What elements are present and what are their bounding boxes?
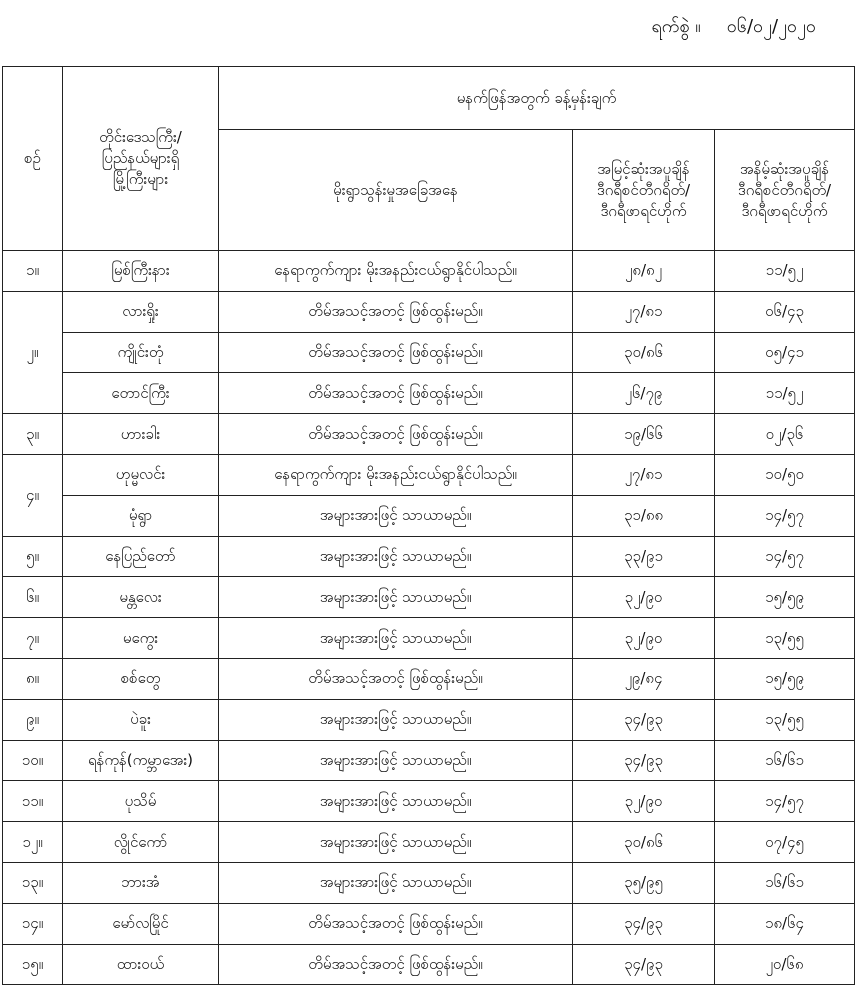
header-max-line: ဒီဂရီစင်တီဂရိတ်/ xyxy=(596,180,691,199)
min-temp: ၁၅/၅၉ xyxy=(715,658,855,699)
header-min-line: အနိမ့်ဆုံးအပူချိန် xyxy=(739,159,830,178)
city-name: မုံရွာ xyxy=(63,495,219,536)
table-row xyxy=(3,658,855,699)
header-max-line: ဒီဂရီဖာရင်ဟိုက် xyxy=(600,201,687,220)
header-condition: မိုးရွာသွန်းမှုအခြေအနေ xyxy=(219,130,573,251)
max-temp: ၃၂/၉၀ xyxy=(573,781,715,822)
min-temp: ၁၃/၅၅ xyxy=(715,618,855,659)
row-number: ၁။ xyxy=(3,251,63,292)
rain-condition: တိမ်အသင့်အတင့် ဖြစ်ထွန်းမည်။ xyxy=(219,658,573,699)
rain-condition: အများအားဖြင့် သာယာမည်။ xyxy=(219,536,573,577)
rain-condition: နေရာကွက်ကျား မိုးအနည်းငယ်ရွာနိုင်ပါသည်။ xyxy=(219,251,573,292)
rain-condition: အများအားဖြင့် သာယာမည်။ xyxy=(219,862,573,903)
max-temp: ၂၇/၈၁ xyxy=(573,454,715,495)
table-row xyxy=(3,862,855,903)
row-number: ၇။ xyxy=(3,618,63,659)
row-number: ၃။ xyxy=(3,414,63,455)
table-row xyxy=(3,618,855,659)
min-temp: ၀၅/၄၁ xyxy=(715,332,855,373)
date-label: ရက်စွဲ ။ xyxy=(651,16,701,37)
report-date xyxy=(651,14,816,41)
rain-condition: အများအားဖြင့် သာယာမည်။ xyxy=(219,577,573,618)
header-no: စဉ် xyxy=(3,67,63,251)
header-region-line: မြို့ကြီးများ xyxy=(112,170,169,188)
city-name: မြစ်ကြီးနား xyxy=(63,251,219,292)
max-temp: ၂၆/၇၉ xyxy=(573,373,715,414)
row-number: ၁၅။ xyxy=(3,944,63,985)
table-row xyxy=(3,291,855,332)
city-name: ပုသိမ် xyxy=(63,781,219,822)
max-temp: ၃၁/၈၈ xyxy=(573,495,715,536)
min-temp: ၂၀/၆၈ xyxy=(715,944,855,985)
city-name: ပဲခူး xyxy=(63,699,219,740)
row-number: ၈။ xyxy=(3,658,63,699)
header-min-line: ဒီဂရီစင်တီဂရိတ်/ xyxy=(737,180,832,199)
min-temp: ၁၆/၆၁ xyxy=(715,740,855,781)
header-min-line: ဒီဂရီဖာရင်ဟိုက် xyxy=(741,201,828,220)
min-temp: ၀၇/၄၅ xyxy=(715,822,855,863)
city-name: နေပြည်တော် xyxy=(63,536,219,577)
city-name: တောင်ကြီး xyxy=(63,373,219,414)
min-temp: ၁၀/၅၀ xyxy=(715,454,855,495)
rain-condition: နေရာကွက်ကျား မိုးအနည်းငယ်ရွာနိုင်ပါသည်။ xyxy=(219,454,573,495)
row-number: ၄။ xyxy=(3,454,63,536)
table-row xyxy=(3,822,855,863)
rain-condition: တိမ်အသင့်အတင့် ဖြစ်ထွန်းမည်။ xyxy=(219,944,573,985)
max-temp: ၃၃/၉၁ xyxy=(573,536,715,577)
row-number: ၆။ xyxy=(3,577,63,618)
city-name: လွိုင်ကော် xyxy=(63,822,219,863)
min-temp: ၁၄/၅၇ xyxy=(715,536,855,577)
max-temp: ၃၀/၈၆ xyxy=(573,822,715,863)
min-temp: ၁၄/၅၇ xyxy=(715,495,855,536)
city-name: လားရှိုး xyxy=(63,291,219,332)
rain-condition: တိမ်အသင့်အတင့် ဖြစ်ထွန်းမည်။ xyxy=(219,373,573,414)
table-row xyxy=(3,251,855,292)
max-temp: ၃၄/၉၃ xyxy=(573,699,715,740)
rain-condition: တိမ်အသင့်အတင့် ဖြစ်ထွန်းမည်။ xyxy=(219,291,573,332)
table-row xyxy=(3,536,855,577)
row-number: ၁၁။ xyxy=(3,781,63,822)
city-name: ရန်ကုန်(ကမ္ဘာအေး) xyxy=(63,740,219,781)
header-region-line: တိုင်းဒေသကြီး/ xyxy=(99,128,182,146)
city-name: မန္တလေး xyxy=(63,577,219,618)
min-temp: ၁၅/၅၉ xyxy=(715,577,855,618)
table-row xyxy=(3,373,855,414)
rain-condition: တိမ်အသင့်အတင့် ဖြစ်ထွန်းမည်။ xyxy=(219,414,573,455)
city-name: ဟားခါး xyxy=(63,414,219,455)
header-region xyxy=(63,67,219,251)
table-row xyxy=(3,454,855,495)
max-temp: ၁၉/၆၆ xyxy=(573,414,715,455)
max-temp: ၃၂/၉၀ xyxy=(573,618,715,659)
date-value: ၀၆/၀၂/၂၀၂၀ xyxy=(726,16,816,37)
max-temp: ၂၇/၈၁ xyxy=(573,291,715,332)
min-temp: ၁၄/၅၇ xyxy=(715,781,855,822)
rain-condition: အများအားဖြင့် သာယာမည်။ xyxy=(219,618,573,659)
table-row xyxy=(3,495,855,536)
city-name: မကွေး xyxy=(63,618,219,659)
table-row xyxy=(3,332,855,373)
header-max-line: အမြင့်ဆုံးအပူချိန် xyxy=(597,159,690,178)
city-name: ထားဝယ် xyxy=(63,944,219,985)
rain-condition: အများအားဖြင့် သာယာမည်။ xyxy=(219,781,573,822)
max-temp: ၃၄/၉၃ xyxy=(573,740,715,781)
max-temp: ၃၅/၉၅ xyxy=(573,862,715,903)
table-row xyxy=(3,903,855,944)
rain-condition: အများအားဖြင့် သာယာမည်။ xyxy=(219,699,573,740)
rain-condition: တိမ်အသင့်အတင့် ဖြစ်ထွန်းမည်။ xyxy=(219,903,573,944)
max-temp: ၃၄/၉၃ xyxy=(573,944,715,985)
header-min-temp xyxy=(715,130,855,251)
table-row xyxy=(3,781,855,822)
city-name: စစ်တွေ xyxy=(63,658,219,699)
max-temp: ၃၀/၈၆ xyxy=(573,332,715,373)
min-temp: ၁၈/၆၄ xyxy=(715,903,855,944)
max-temp: ၂၈/၈၂ xyxy=(573,251,715,292)
rain-condition: အများအားဖြင့် သာယာမည်။ xyxy=(219,740,573,781)
max-temp: ၂၉/၈၄ xyxy=(573,658,715,699)
row-number: ၂။ xyxy=(3,291,63,413)
min-temp: ၁၆/၆၁ xyxy=(715,862,855,903)
min-temp: ၁၃/၅၅ xyxy=(715,699,855,740)
table-row xyxy=(3,944,855,985)
row-number: ၁၀။ xyxy=(3,740,63,781)
min-temp: ၀၂/၃၆ xyxy=(715,414,855,455)
row-number: ၁၄။ xyxy=(3,903,63,944)
rain-condition: အများအားဖြင့် သာယာမည်။ xyxy=(219,822,573,863)
city-name: ဘားအံ xyxy=(63,862,219,903)
city-name: ဟုမ္မလင်း xyxy=(63,454,219,495)
max-temp: ၃၄/၉၃ xyxy=(573,903,715,944)
header-max-temp xyxy=(573,130,715,251)
table-row xyxy=(3,577,855,618)
table-row xyxy=(3,699,855,740)
row-number: ၁၂။ xyxy=(3,822,63,863)
row-number: ၉။ xyxy=(3,699,63,740)
row-number: ၅။ xyxy=(3,536,63,577)
table-row xyxy=(3,740,855,781)
min-temp: ၁၁/၅၂ xyxy=(715,373,855,414)
forecast-table xyxy=(2,66,855,985)
header-forecast-group: မနက်ဖြန်အတွက် ခန့်မှန်းချက် xyxy=(219,67,855,130)
city-name: ကျိုင်းတုံ xyxy=(63,332,219,373)
min-temp: ၁၁/၅၂ xyxy=(715,251,855,292)
rain-condition: တိမ်အသင့်အတင့် ဖြစ်ထွန်းမည်။ xyxy=(219,332,573,373)
max-temp: ၃၂/၉၀ xyxy=(573,577,715,618)
row-number: ၁၃။ xyxy=(3,862,63,903)
table-row xyxy=(3,414,855,455)
header-region-line: ပြည်နယ်များရှိ xyxy=(101,149,180,167)
city-name: မော်လမြိုင် xyxy=(63,903,219,944)
rain-condition: အများအားဖြင့် သာယာမည်။ xyxy=(219,495,573,536)
min-temp: ၀၆/၄၃ xyxy=(715,291,855,332)
